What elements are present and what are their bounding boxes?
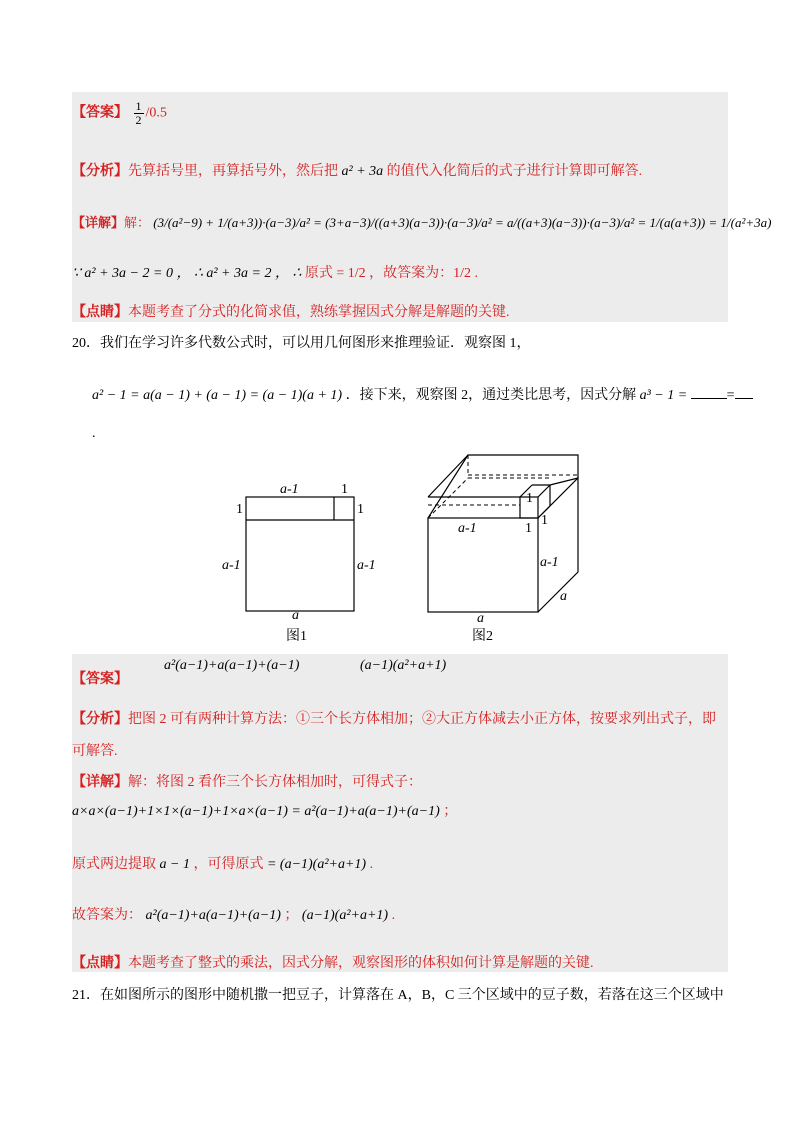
q19-because-line: ∵ a² + 3a − 2 = 0 ， ∴ a² + 3a = 2 ， ∴ 原式 = 1/2 ，故答案为：1/2 . xyxy=(72,266,479,281)
fig1-top-right-label: 1 xyxy=(341,482,348,497)
figure-1 xyxy=(246,497,354,611)
answer-tag: 【答案】 xyxy=(72,105,128,121)
fig1-caption: 图1 xyxy=(286,629,307,644)
q19-detail-line: 【详解】解： (3/(a²−9) + 1/(a+3))·(a−3)/a² = (3+a−3)/((a+3)(a−3))·(a−3)/a² = a/((a+3)(a−3))·(a−3)/a² = 1/(a(a+3)) = 1/(a²+3a) xyxy=(72,215,772,230)
fig2-right-low-label: a xyxy=(560,589,567,604)
fig2-front-a1-label: a-1 xyxy=(458,521,477,536)
q20-detail-formula: a×a×(a−1)+1×1×(a−1)+1×a×(a−1) = a²(a−1)+a(a−1)+(a−1) ； xyxy=(72,804,458,819)
fig1-right-top-label: 1 xyxy=(357,502,364,517)
q20-stem-line2: a² − 1 = a(a − 1) + (a − 1) = (a − 1)(a + 1) ．接下来，观察图 2，通过类比思考，因式分解 a³ − 1 = = xyxy=(92,384,753,404)
figure-2 xyxy=(428,455,578,612)
fig2-front-1-label: 1 xyxy=(525,521,532,536)
q20-stem-end: . xyxy=(92,426,96,441)
answer-blank-2[interactable] xyxy=(735,398,753,399)
comment-tag: 【点睛】 xyxy=(72,305,128,320)
q19-solution-block xyxy=(72,92,728,322)
detail-tag: 【详解】 xyxy=(72,215,125,230)
q20-detail-line: 【详解】解：将图 2 看作三个长方体相加时，可得式子： xyxy=(72,775,422,790)
q20-answer-exprs: a²(a−1)+a(a−1)+(a−1) xyxy=(164,658,300,673)
detail-tag: 【详解】 xyxy=(72,775,128,790)
q21-stem: 21．在如图所示的图形中随机撒一把豆子，计算落在 A，B，C 三个区域中的豆子数，若落在这三个区域中 xyxy=(72,988,724,1003)
fig1-bottom-label: a xyxy=(292,608,299,623)
analysis-tag: 【分析】 xyxy=(72,712,128,727)
q20-analysis-line: 【分析】把图 2 可有两种计算方法：①三个长方体相加；②大正方体减去小正方体，按要求列出式子，即 xyxy=(72,712,716,727)
q20-comment-line: 【点睛】本题考查了整式的乘法，因式分解，观察图形的体积如何计算是解题的关键. xyxy=(72,956,594,971)
q19-answer-line xyxy=(72,100,167,127)
comment-tag: 【点睛】 xyxy=(72,956,128,971)
q20-analysis-line2: 可解答. xyxy=(72,744,118,759)
q20-extract-line: 原式两边提取 a − 1 ，可得原式 = (a−1)(a²+a+1) . xyxy=(72,857,374,872)
fig2-caption: 图2 xyxy=(472,629,493,644)
fig1-left-top-label: 1 xyxy=(236,502,243,517)
q19-comment-line: 【点睛】本题考查了分式的化简求值，熟练掌握因式分解是解题的关键. xyxy=(72,305,510,320)
q20-final-line: 故答案为： a²(a−1)+a(a−1)+(a−1) ； (a−1)(a²+a+1) . xyxy=(72,908,396,923)
fig2-side-label: 1 xyxy=(541,513,548,528)
q19-analysis-line: 【分析】先算括号里，再算括号外，然后把 a² + 3a 的值代入化简后的式子进行计算即可解答. xyxy=(72,164,643,179)
analysis-tag: 【分析】 xyxy=(72,164,128,179)
fig2-right-mid-label: a-1 xyxy=(540,555,559,570)
fig1-left-mid-label: a-1 xyxy=(222,558,241,573)
fig2-bottom-label: a xyxy=(477,611,484,626)
answer-fraction: $\frac{1}{2}$ xyxy=(135,99,142,127)
answer-tag: 【答案】 xyxy=(72,672,128,687)
fig1-right-mid-label: a-1 xyxy=(357,558,376,573)
q20-answer-exprs-2: (a−1)(a²+a+1) xyxy=(360,658,447,673)
q20-figures xyxy=(200,450,620,650)
fig2-box-label: 1 xyxy=(526,491,533,506)
answer-blank-1[interactable] xyxy=(691,398,727,399)
q20-stem-line1: 20．我们在学习许多代数公式时，可以用几何图形来推理验证．观察图 1， xyxy=(72,336,531,351)
answer-alt: /0.5 xyxy=(145,105,167,121)
analysis-expr: a² + 3a xyxy=(341,164,384,179)
q20-answer-line xyxy=(72,668,128,688)
fig1-top-left-label: a-1 xyxy=(280,482,299,497)
